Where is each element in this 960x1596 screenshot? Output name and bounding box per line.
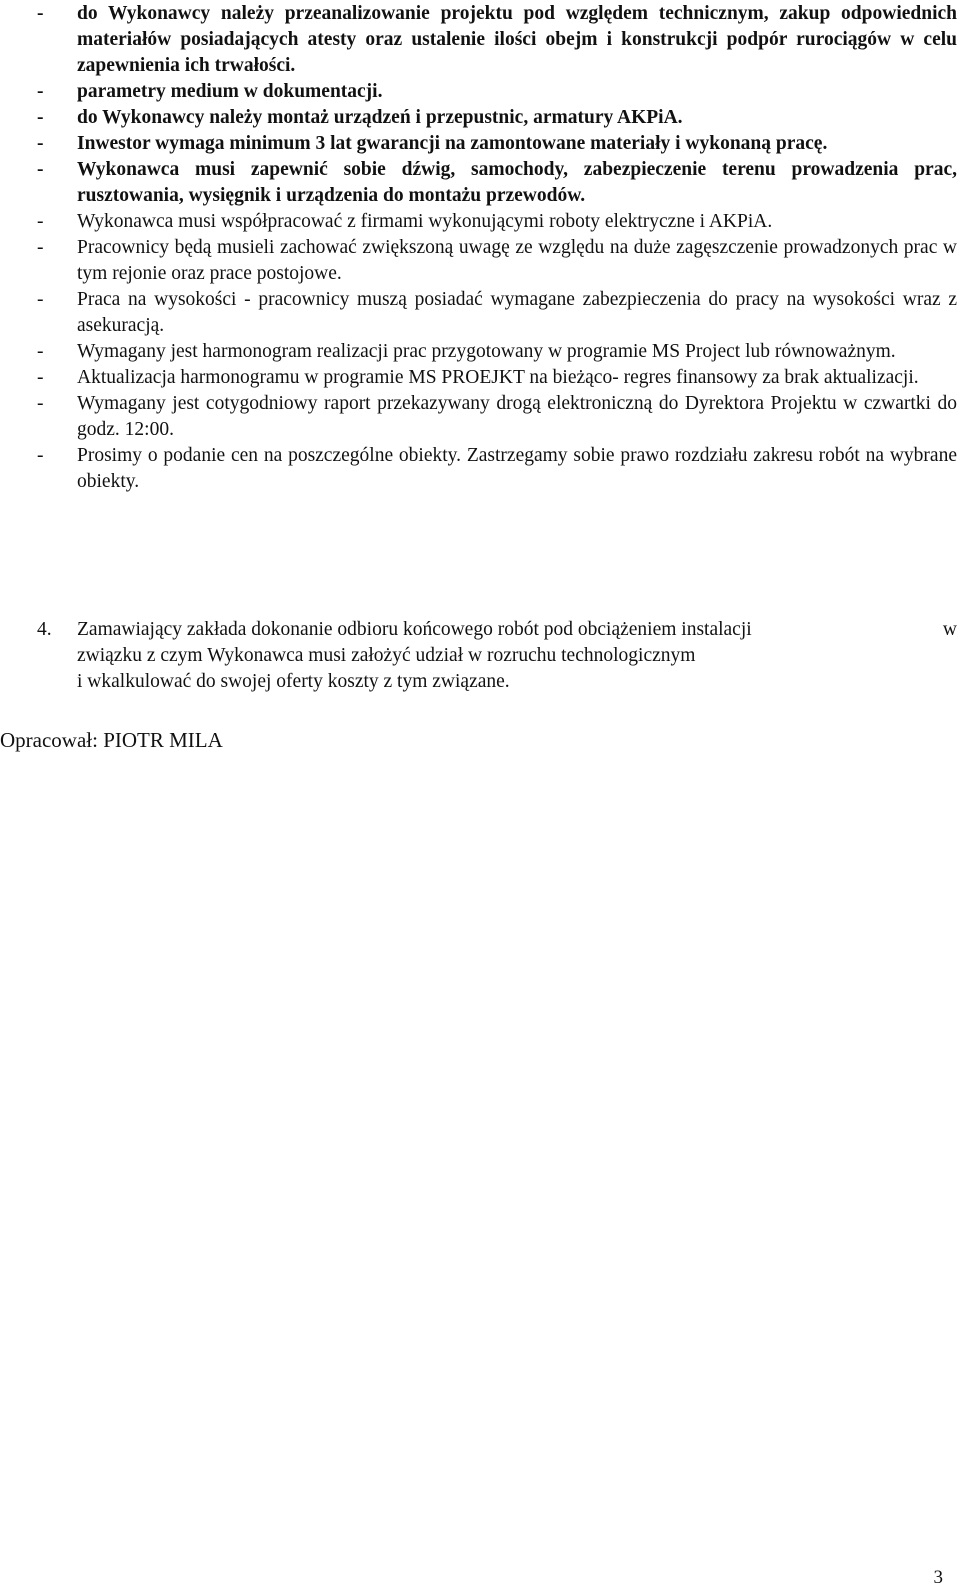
bullet-marker: - bbox=[37, 107, 44, 128]
list-item bbox=[37, 391, 957, 443]
bullet-marker: - bbox=[37, 289, 44, 310]
list-item-text: Wymagany jest cotygodniowy raport przekazywany drogą elektroniczną do Dyrektora Projektu w czwartki do godz. 12:00. bbox=[77, 393, 957, 440]
list-item bbox=[37, 209, 957, 235]
list-item-text: parametry medium w dokumentacji. bbox=[77, 81, 383, 102]
paragraph-line-text: Zamawiający zakłada dokonanie odbioru końcowego robót pod obciążeniem instalacji bbox=[77, 619, 752, 640]
list-item-text: Pracownicy będą musieli zachować zwiększoną uwagę ze względu na duże zagęszczenie prowadzonych prac w tym rejonie oraz prace postojowe. bbox=[77, 237, 957, 284]
list-item bbox=[37, 1, 957, 79]
bullet-marker: - bbox=[37, 159, 44, 180]
paragraph-number: 4. bbox=[37, 619, 52, 640]
list-item bbox=[37, 131, 957, 157]
list-item-text: Praca na wysokości - pracownicy muszą posiadać wymagane zabezpieczenia do pracy na wysokości wraz z asekuracją. bbox=[77, 289, 957, 336]
bullet-marker: - bbox=[37, 133, 44, 154]
page-number: 3 bbox=[933, 1567, 943, 1588]
bullet-marker: - bbox=[37, 3, 44, 24]
list-item-text: do Wykonawcy należy montaż urządzeń i przepustnic, armatury AKPiA. bbox=[77, 107, 683, 128]
bullet-marker: - bbox=[37, 237, 44, 258]
list-item bbox=[37, 339, 957, 365]
bullet-marker: - bbox=[37, 393, 44, 414]
list-item bbox=[37, 79, 957, 105]
paragraph-line bbox=[77, 617, 957, 643]
list-item bbox=[37, 443, 957, 495]
list-item bbox=[37, 157, 957, 209]
list-item bbox=[37, 287, 957, 339]
bullet-marker: - bbox=[37, 367, 44, 388]
bullet-marker: - bbox=[37, 341, 44, 362]
paragraph-line: związku z czym Wykonawca musi założyć udział w rozruchu technologicznym bbox=[77, 645, 696, 666]
paragraph-line-text: w bbox=[942, 619, 957, 640]
paragraph-body bbox=[77, 617, 957, 695]
list-item bbox=[37, 365, 957, 391]
list-item bbox=[37, 235, 957, 287]
numbered-paragraph bbox=[37, 617, 957, 695]
bullet-marker: - bbox=[37, 211, 44, 232]
author-signature: Opracował: PIOTR MILA bbox=[0, 728, 223, 752]
list-item-text: do Wykonawcy należy przeanalizowanie projektu pod względem technicznym, zakup odpowiednich materiałów posiadających atesty oraz ustalenie ilości obejm i konstrukcji podpór rurociągów w celu zapewnienia ich trwałości. bbox=[77, 3, 957, 76]
paragraph-line: i wkalkulować do swojej oferty koszty z tym związane. bbox=[77, 671, 510, 692]
list-item-text: Wykonawca musi współpracować z firmami wykonującymi roboty elektryczne i AKPiA. bbox=[77, 211, 773, 232]
bullet-marker: - bbox=[37, 445, 44, 466]
list-item-text: Wykonawca musi zapewnić sobie dźwig, samochody, zabezpieczenie terenu prowadzenia prac, rusztowania, wysięgnik i urządzenia do montażu przewodów. bbox=[77, 159, 957, 206]
list-item-text: Inwestor wymaga minimum 3 lat gwarancji na zamontowane materiały i wykonaną pracę. bbox=[77, 133, 828, 154]
list-item-text: Wymagany jest harmonogram realizacji prac przygotowany w programie MS Project lub równoważnym. bbox=[77, 341, 896, 362]
list-item-text: Aktualizacja harmonogramu w programie MS PROEJKT na bieżąco- regres finansowy za brak aktualizacji. bbox=[77, 367, 919, 388]
list-item bbox=[37, 105, 957, 131]
bullet-marker: - bbox=[37, 81, 44, 102]
requirements-list bbox=[37, 1, 957, 495]
list-item-text: Prosimy o podanie cen na poszczególne obiekty. Zastrzegamy sobie prawo rozdziału zakresu robót na wybrane obiekty. bbox=[77, 445, 957, 492]
